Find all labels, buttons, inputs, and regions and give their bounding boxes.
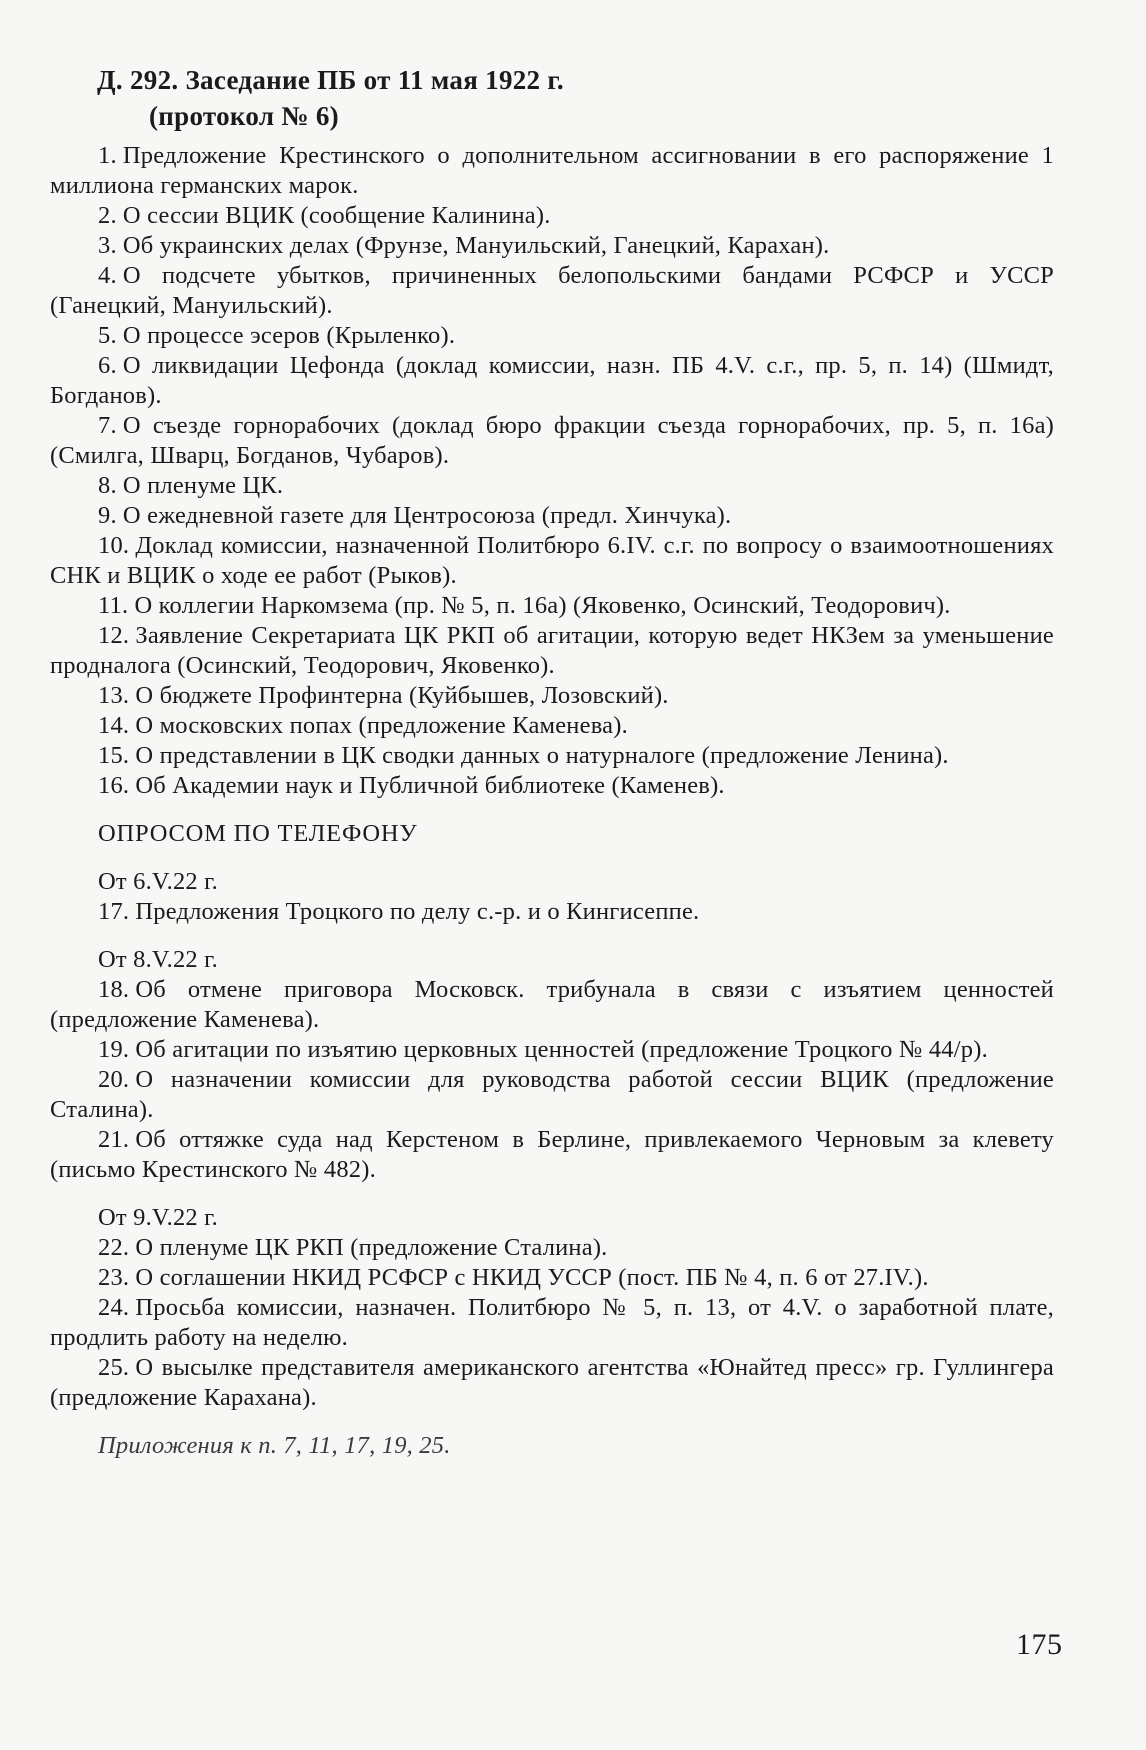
agenda-item xyxy=(50,1065,1054,1125)
agenda-item-number: 21. xyxy=(98,1126,130,1153)
date-heading: От 8.V.22 г. xyxy=(98,946,218,973)
agenda-item-number: 23. xyxy=(98,1264,130,1291)
agenda-item xyxy=(50,351,1054,411)
agenda-item-text: О ежедневной газете для Центросоюза (предл. Хинчука). xyxy=(122,502,732,529)
agenda-item xyxy=(50,681,1054,711)
agenda-item xyxy=(50,1035,1054,1065)
agenda-item-number: 6. xyxy=(98,352,117,379)
agenda-item-number: 10. xyxy=(98,532,130,559)
agenda-item-text: О представлении в ЦК сводки данных о натурналоге (предложение Ленина). xyxy=(135,742,949,769)
agenda-item-text: Просьба комиссии, назначен. Политбюро № 5, п. 13, от 4.V. о заработной плате, продлить работу на неделю. xyxy=(50,1294,1054,1351)
agenda-item-text: О съезде горнорабочих (доклад бюро фракции съезда горнорабочих, пр. 5, п. 16а) (Смилга, Шварц, Богданов, Чубаров). xyxy=(50,412,1054,469)
agenda-item-number: 4. xyxy=(98,262,117,289)
agenda-item xyxy=(50,201,1054,231)
agenda-item xyxy=(50,1125,1054,1185)
agenda-item-number: 3. xyxy=(98,232,117,259)
agenda-item xyxy=(50,897,1054,927)
agenda-item xyxy=(50,711,1054,741)
agenda-item-text: О пленуме ЦК. xyxy=(122,472,284,499)
document-heading xyxy=(97,62,564,134)
agenda-item-text: О бюджете Профинтерна (Куйбышев, Лозовский). xyxy=(135,682,669,709)
agenda-item xyxy=(50,471,1054,501)
heading-protocol: (протокол № 6) xyxy=(149,101,339,131)
date-heading: От 6.V.22 г. xyxy=(98,868,218,895)
agenda-item-number: 18. xyxy=(98,976,130,1003)
agenda-item xyxy=(50,261,1054,321)
agenda-item-text: О сессии ВЦИК (сообщение Калинина). xyxy=(122,202,551,229)
agenda-item-number: 12. xyxy=(98,622,130,649)
agenda-item-number: 9. xyxy=(98,502,117,529)
agenda-item-text: Об отмене приговора Московск. трибунала в связи с изъятием ценностей (предложение Каменева). xyxy=(50,976,1054,1033)
agenda-item-number: 15. xyxy=(98,742,130,769)
agenda-item-text: Доклад комиссии, назначенной Политбюро 6.IV. с.г. по вопросу о взаимоотношениях СНК и ВЦИК о ходе ее работ (Рыков). xyxy=(50,532,1054,589)
agenda-item xyxy=(50,231,1054,261)
agenda-item-text: Об Академии наук и Публичной библиотеке (Каменев). xyxy=(135,772,725,799)
agenda-item-text: О коллегии Наркомзема (пр. № 5, п. 16а) (Яковенко, Осинский, Теодорович). xyxy=(134,592,951,619)
page-number: 175 xyxy=(1016,1628,1063,1661)
agenda-item-text: О московских попах (предложение Каменева). xyxy=(135,712,628,739)
agenda-item xyxy=(50,501,1054,531)
agenda-item-number: 8. xyxy=(98,472,117,499)
agenda-item xyxy=(50,1353,1054,1413)
agenda-item-text: О назначении комиссии для руководства работой сессии ВЦИК (предложение Сталина). xyxy=(50,1066,1054,1123)
agenda-item-number: 13. xyxy=(98,682,130,709)
agenda-list-phone-1 xyxy=(50,897,1054,927)
agenda-list-main xyxy=(50,141,1054,801)
agenda-item-number: 1. xyxy=(98,142,117,169)
agenda-item xyxy=(50,1233,1054,1263)
agenda-item-text: О пленуме ЦК РКП (предложение Сталина). xyxy=(135,1234,608,1261)
agenda-item-text: О подсчете убытков, причиненных белопольскими бандами РСФСР и УССР (Ганецкий, Мануильский). xyxy=(50,262,1054,319)
agenda-item-text: О высылке представителя американского агентства «Юнайтед пресс» гр. Гуллингера (предложение Карахана). xyxy=(50,1354,1054,1411)
agenda-item xyxy=(50,621,1054,681)
agenda-item-text: Об украинских делах (Фрунзе, Мануильский, Ганецкий, Карахан). xyxy=(122,232,830,259)
agenda-item-number: 24. xyxy=(98,1294,130,1321)
agenda-item xyxy=(50,1293,1054,1353)
date-heading: От 9.V.22 г. xyxy=(98,1204,218,1231)
agenda-item xyxy=(50,591,1054,621)
heading-title: Д. 292. Заседание ПБ от 11 мая 1922 г. xyxy=(97,65,564,95)
agenda-item xyxy=(50,741,1054,771)
agenda-list-phone-2 xyxy=(50,975,1054,1185)
agenda-item-number: 7. xyxy=(98,412,117,439)
agenda-item-number: 16. xyxy=(98,772,130,799)
agenda-item-number: 20. xyxy=(98,1066,130,1093)
agenda-item-text: Об агитации по изъятию церковных ценностей (предложение Троцкого № 44/р). xyxy=(135,1036,988,1063)
agenda-item xyxy=(50,771,1054,801)
agenda-item-text: Предложения Троцкого по делу с.-р. и о Кингисеппе. xyxy=(135,898,700,925)
agenda-item-number: 19. xyxy=(98,1036,130,1063)
agenda-item-number: 22. xyxy=(98,1234,130,1261)
agenda-item-number: 2. xyxy=(98,202,117,229)
agenda-item-text: О соглашении НКИД РСФСР с НКИД УССР (пост. ПБ № 4, п. 6 от 27.IV.). xyxy=(135,1264,929,1291)
agenda-item xyxy=(50,1263,1054,1293)
agenda-item xyxy=(50,411,1054,471)
appendix-note: Приложения к п. 7, 11, 17, 19, 25. xyxy=(98,1432,451,1459)
document-body xyxy=(50,141,1054,1461)
agenda-item xyxy=(50,531,1054,591)
agenda-item xyxy=(50,141,1054,201)
agenda-item-text: Предложение Крестинского о дополнительном ассигновании в его распоряжение 1 миллиона германских марок. xyxy=(50,142,1054,199)
agenda-item xyxy=(50,321,1054,351)
section-title: ОПРОСОМ ПО ТЕЛЕФОНУ xyxy=(98,820,418,847)
agenda-item-number: 11. xyxy=(98,592,129,619)
agenda-item-number: 17. xyxy=(98,898,130,925)
agenda-item-text: О ликвидации Цефонда (доклад комиссии, назн. ПБ 4.V. с.г., пр. 5, п. 14) (Шмидт, Богданов). xyxy=(50,352,1054,409)
agenda-item-number: 25. xyxy=(98,1354,130,1381)
agenda-item-number: 14. xyxy=(98,712,130,739)
agenda-list-phone-3 xyxy=(50,1233,1054,1413)
agenda-item-text: Об оттяжке суда над Керстеном в Берлине, привлекаемого Черновым за клевету (письмо Крестинского № 482). xyxy=(50,1126,1054,1183)
agenda-item-number: 5. xyxy=(98,322,117,349)
agenda-item-text: Заявление Секретариата ЦК РКП об агитации, которую ведет НКЗем за уменьшение продналога (Осинский, Теодорович, Яковенко). xyxy=(50,622,1054,679)
agenda-item-text: О процессе эсеров (Крыленко). xyxy=(122,322,456,349)
agenda-item xyxy=(50,975,1054,1035)
